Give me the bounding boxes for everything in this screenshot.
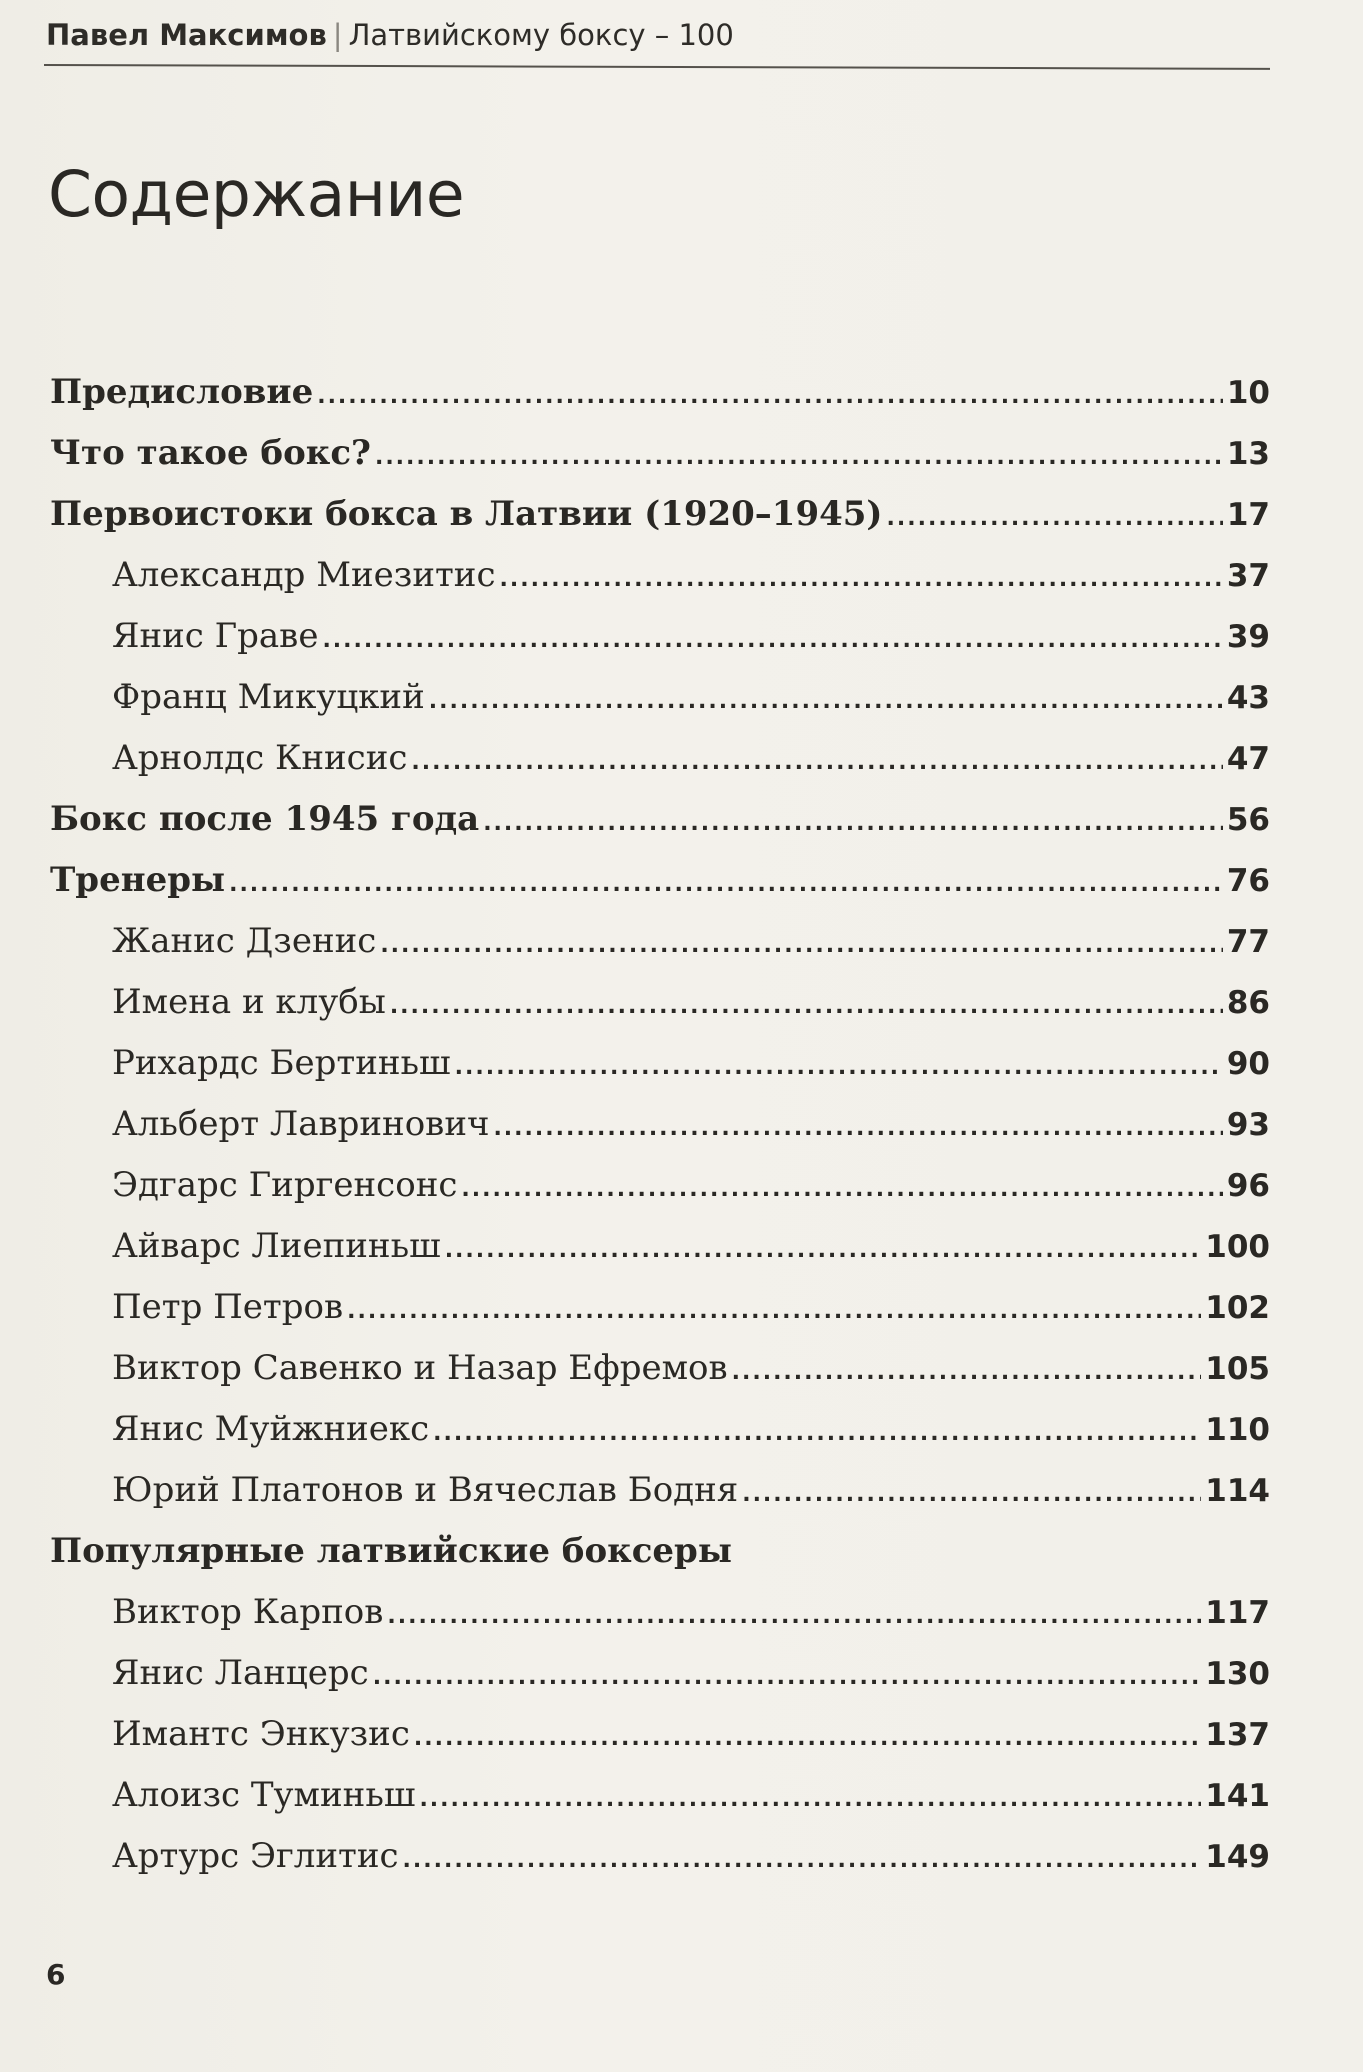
toc-dot-leader [322,628,1222,653]
toc-dot-leader [887,506,1223,531]
toc-entry-title: Что такое бокс? [50,433,371,473]
toc-dot-leader [455,1055,1223,1080]
toc-entry-page: 96 [1226,1168,1270,1204]
toc-entry-page: 100 [1205,1229,1270,1265]
toc-entry-title: Бокс после 1945 года [50,799,480,839]
toc-entry-title: Александр Миезитис [112,555,496,595]
toc-dot-leader [411,750,1222,775]
toc-entry-title: Предисловие [50,372,314,412]
toc-entry [50,1104,1270,1165]
toc-entry-page: 114 [1205,1473,1270,1509]
toc-entry-title: Виктор Савенко и Назар Ефремов [112,1348,728,1388]
page-title: Содержание [48,158,465,231]
header-book-title: Латвийскому боксу – 100 [348,18,734,52]
toc-dot-leader [229,872,1223,897]
toc-dot-leader [373,1665,1202,1690]
toc-dot-leader [732,1360,1202,1385]
toc-dot-leader [419,1787,1201,1812]
toc-entry [50,616,1270,677]
toc-entry [50,1470,1270,1531]
toc-entry [50,677,1270,738]
toc-entry [50,1836,1270,1897]
toc-entry [50,738,1270,799]
toc-entry-title: Рихардс Бертиньш [112,1043,451,1083]
toc-entry-title: Альберт Лавринович [112,1104,490,1144]
toc-dot-leader [742,1482,1201,1507]
toc-entry-page: 93 [1226,1107,1270,1143]
toc-entry-title: Айварс Лиепиньш [112,1226,441,1266]
toc-entry-page: 102 [1205,1290,1270,1326]
toc-entry-title: Виктор Карпов [112,1592,384,1632]
toc-entry-title: Петр Петров [112,1287,344,1327]
toc-entry-title: Имена и клубы [112,982,386,1022]
toc-entry-title: Янис Ланцерс [112,1653,369,1693]
toc-entry [50,1043,1270,1104]
toc-entry-title: Тренеры [50,860,226,900]
toc-entry [50,494,1270,555]
toc-entry-page: 77 [1226,924,1270,960]
toc-entry-page: 39 [1226,619,1270,655]
toc-entry-page: 10 [1226,375,1270,411]
toc-dot-leader [461,1177,1222,1202]
toc-entry-page: 117 [1205,1595,1270,1631]
toc-entry [50,982,1270,1043]
toc-dot-leader [500,567,1223,592]
toc-entry-title: Имантс Энкузис [112,1714,410,1754]
toc-entry [50,1714,1270,1775]
toc-entry-title: Юрий Платонов и Вячеслав Бодня [112,1470,739,1510]
toc-entry [50,1531,1270,1592]
toc-entry-title: Арнолдс Книсис [112,738,408,778]
toc-entry [50,799,1270,860]
toc-entry [50,1226,1270,1287]
toc-entry-title: Жанис Дзенис [112,921,377,961]
toc-dot-leader [387,1604,1201,1629]
toc-entry-page: 137 [1205,1717,1270,1753]
toc-entry-page: 90 [1226,1046,1270,1082]
toc-dot-leader [375,445,1223,470]
toc-entry-title: Янис Граве [112,616,319,656]
toc-dot-leader [493,1116,1222,1141]
toc-dot-leader [403,1848,1202,1873]
toc-entry-page: 17 [1226,497,1270,533]
header-rule [44,64,1270,70]
toc-entry-title: Эдгарс Гиргенсонс [112,1165,458,1205]
toc-entry-page: 105 [1205,1351,1270,1387]
toc-entry-page: 43 [1226,680,1270,716]
toc-dot-leader [317,384,1223,409]
toc-dot-leader [429,689,1223,714]
toc-entry-title: Популярные латвийские боксеры [50,1531,732,1571]
toc-entry-title: Первоистоки бокса в Латвии (1920–1945) [50,494,883,534]
toc-entry-title: Франц Микуцкий [112,677,425,717]
toc-entry-page: 130 [1205,1656,1270,1692]
toc-entry [50,1348,1270,1409]
running-header [46,18,734,52]
toc-entry [50,1592,1270,1653]
toc-dot-leader [380,933,1223,958]
toc-entry-page: 110 [1205,1412,1270,1448]
page-number: 6 [46,1958,66,1991]
toc-entry [50,1653,1270,1714]
toc-dot-leader [433,1421,1201,1446]
toc-dot-leader [390,994,1223,1019]
toc-entry-page: 76 [1226,863,1270,899]
toc-entry-page: 141 [1205,1778,1270,1814]
toc-entry [50,1775,1270,1836]
table-of-contents [50,372,1270,1897]
toc-entry [50,1287,1270,1348]
toc-entry [50,1409,1270,1470]
toc-entry [50,1165,1270,1226]
toc-dot-leader [347,1299,1201,1324]
toc-entry-page: 149 [1205,1839,1270,1875]
toc-entry-page: 86 [1226,985,1270,1021]
toc-dot-leader [445,1238,1202,1263]
toc-entry [50,860,1270,921]
toc-entry [50,433,1270,494]
toc-entry-title: Янис Муйжниекс [112,1409,430,1449]
toc-entry-page: 47 [1226,741,1270,777]
toc-entry-page: 56 [1226,802,1270,838]
toc-entry [50,921,1270,982]
toc-entry-title: Алоизс Туминьш [112,1775,416,1815]
toc-entry-title: Артурс Эглитис [112,1836,399,1876]
header-separator: | [332,18,343,52]
toc-entry-page: 37 [1226,558,1270,594]
toc-dot-leader [414,1726,1201,1751]
toc-entry [50,372,1270,433]
toc-entry [50,555,1270,616]
toc-dot-leader [483,811,1223,836]
toc-entry-page: 13 [1226,436,1270,472]
header-author: Павел Максимов [46,18,327,52]
